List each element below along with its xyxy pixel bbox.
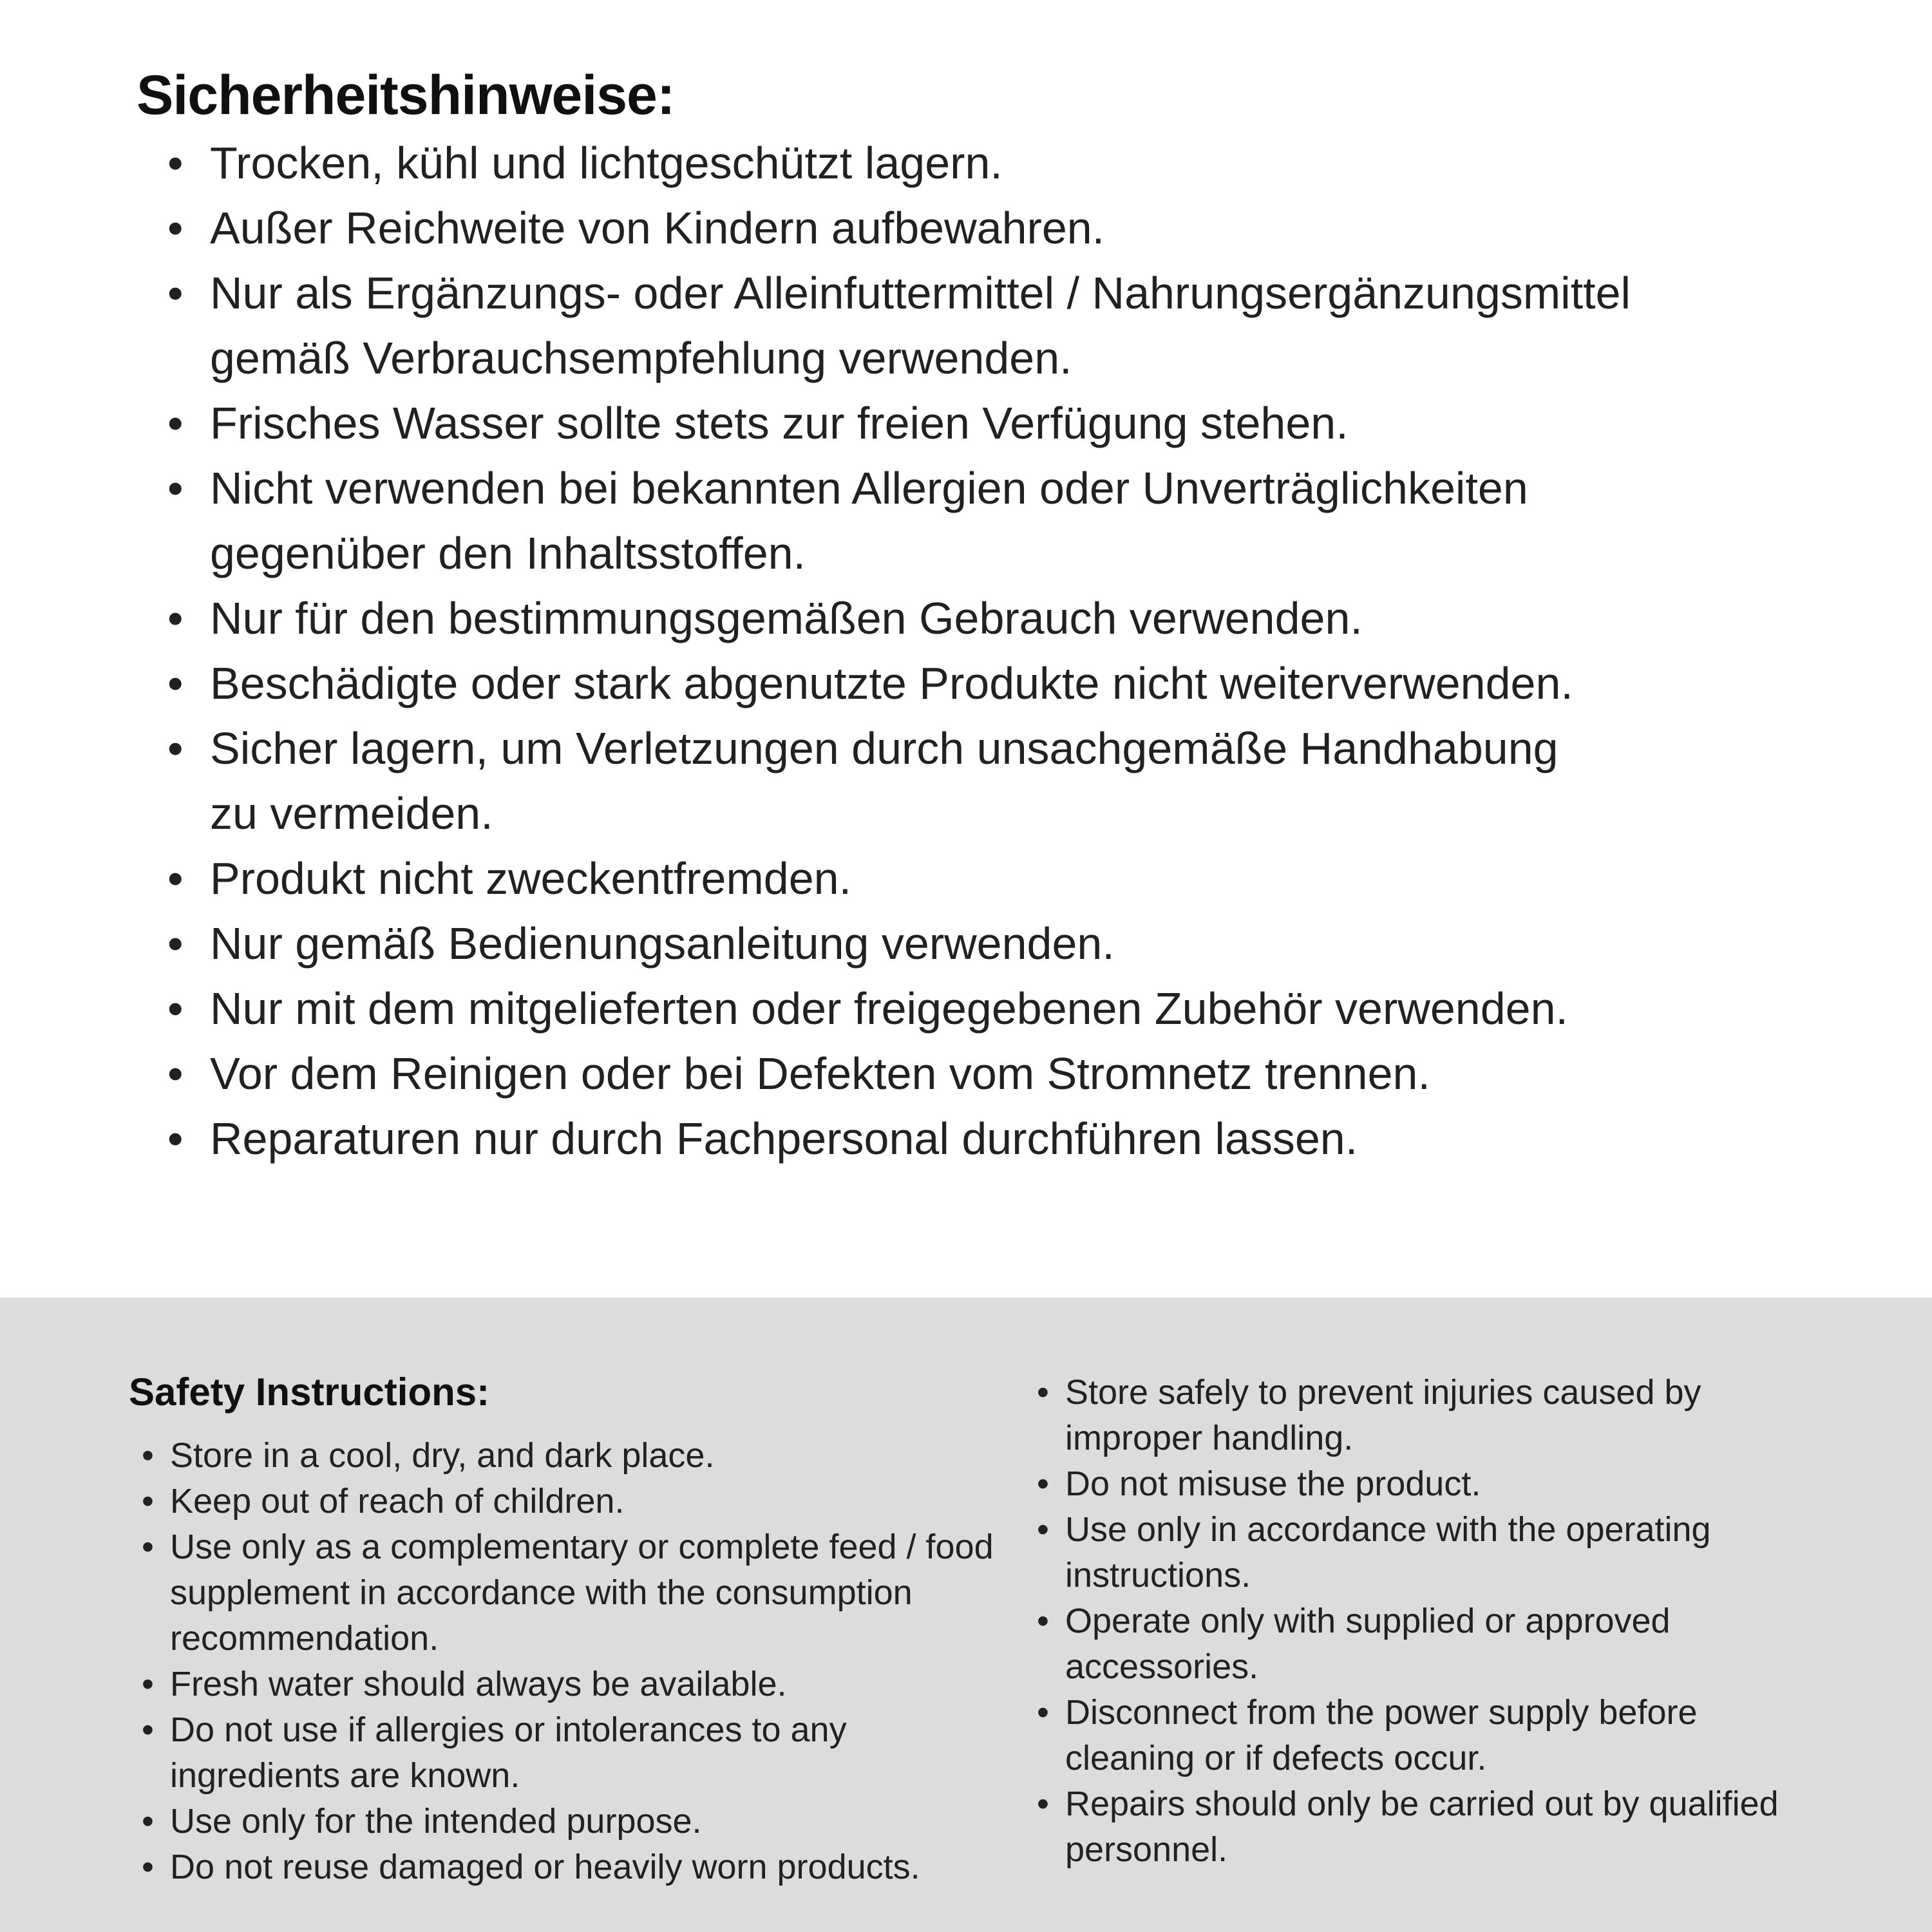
bullet-marker: • <box>167 137 184 188</box>
english-safety-item-text: Do not reuse damaged or heavily worn products. <box>170 1848 920 1886</box>
bullet-marker: • <box>167 918 184 969</box>
english-safety-item-text: Use only as a complementary or complete feed / food supplement in accordance with the consumption recommendation. <box>170 1528 994 1658</box>
english-safety-item-text: Do not misuse the product. <box>1065 1464 1481 1503</box>
english-right-column <box>1024 1370 1835 1932</box>
german-safety-item-text: Vor dem Reinigen oder bei Defekten vom Stromnetz trennen. <box>210 1048 1430 1099</box>
english-safety-item <box>129 1844 1024 1890</box>
english-safety-item <box>1024 1507 1835 1598</box>
german-safety-item-text: Sicher lagern, um Verletzungen durch unsachgemäße Handhabung zu vermeiden. <box>210 723 1558 838</box>
bullet-marker: • <box>142 1436 154 1475</box>
german-safety-item <box>137 391 1792 456</box>
english-safety-item <box>1024 1598 1835 1690</box>
german-safety-item <box>137 261 1792 391</box>
english-safety-item-text: Operate only with supplied or approved accessories. <box>1065 1602 1671 1686</box>
bullet-marker: • <box>167 267 184 318</box>
bullet-marker: • <box>167 1113 184 1164</box>
german-safety-item <box>137 846 1792 911</box>
bullet-marker: • <box>167 202 184 253</box>
english-safety-item-text: Do not use if allergies or intolerances to any ingredients are known. <box>170 1710 847 1795</box>
bullet-marker: • <box>167 1048 184 1099</box>
bullet-marker: • <box>1037 1693 1049 1732</box>
english-safety-item-text: Repairs should only be carried out by qualified personnel. <box>1065 1785 1779 1869</box>
english-safety-item-text: Store in a cool, dry, and dark place. <box>170 1436 715 1475</box>
english-safety-item <box>1024 1461 1835 1507</box>
german-safety-item-text: Frisches Wasser sollte stets zur freien Verfügung stehen. <box>210 397 1349 448</box>
german-safety-item-text: Nur gemäß Bedienungsanleitung verwenden. <box>210 918 1115 969</box>
bullet-marker: • <box>1037 1510 1049 1549</box>
bullet-marker: • <box>1037 1785 1049 1823</box>
german-safety-item <box>137 976 1792 1041</box>
german-safety-item-text: Nur als Ergänzungs- oder Alleinfuttermittel / Nahrungsergänzungsmittel gemäß Verbrauchsempfehlung verwenden. <box>210 267 1631 383</box>
german-safety-item-text: Reparaturen nur durch Fachpersonal durchführen lassen. <box>210 1113 1358 1164</box>
bullet-marker: • <box>167 723 184 773</box>
bullet-marker: • <box>167 983 184 1034</box>
english-safety-item <box>1024 1781 1835 1873</box>
english-safety-item-text: Keep out of reach of children. <box>170 1482 625 1520</box>
german-safety-item-text: Trocken, kühl und lichtgeschützt lagern. <box>210 137 1003 188</box>
german-safety-item <box>137 1041 1792 1106</box>
german-safety-item <box>137 196 1792 261</box>
english-safety-item <box>129 1799 1024 1844</box>
german-heading: Sicherheitshinweise: <box>137 64 675 126</box>
bullet-marker: • <box>142 1665 154 1703</box>
english-safety-item <box>129 1524 1024 1662</box>
bullet-marker: • <box>167 397 184 448</box>
english-safety-item <box>129 1479 1024 1524</box>
english-safety-item-text: Disconnect from the power supply before cleaning or if defects occur. <box>1065 1693 1698 1777</box>
english-safety-item <box>129 1433 1024 1479</box>
bullet-marker: • <box>1037 1602 1049 1640</box>
german-safety-list <box>137 131 1792 1171</box>
german-safety-item <box>137 911 1792 976</box>
bullet-marker: • <box>1037 1464 1049 1503</box>
english-left-column <box>129 1370 1024 1932</box>
english-safety-list-right <box>1024 1370 1835 1873</box>
bullet-marker: • <box>1037 1373 1049 1412</box>
german-safety-item-text: Nur für den bestimmungsgemäßen Gebrauch verwenden. <box>210 592 1363 643</box>
english-safety-item <box>1024 1690 1835 1781</box>
english-safety-item-text: Fresh water should always be available. <box>170 1665 787 1703</box>
german-safety-item <box>137 716 1792 846</box>
german-safety-item-text: Außer Reichweite von Kindern aufbewahren. <box>210 202 1105 253</box>
german-safety-item <box>137 1106 1792 1171</box>
english-safety-item <box>1024 1370 1835 1461</box>
english-safety-list-left <box>129 1433 1024 1890</box>
bullet-marker: • <box>142 1482 154 1520</box>
english-safety-item <box>129 1662 1024 1707</box>
bullet-marker: • <box>142 1848 154 1886</box>
english-heading: Safety Instructions: <box>129 1370 490 1414</box>
bullet-marker: • <box>167 592 184 643</box>
english-safety-item-text: Use only for the intended purpose. <box>170 1802 702 1841</box>
german-safety-item-text: Produkt nicht zweckentfremden. <box>210 853 852 904</box>
bullet-marker: • <box>142 1802 154 1841</box>
german-safety-item-text: Beschädigte oder stark abgenutzte Produkte nicht weiterverwenden. <box>210 658 1573 708</box>
english-safety-item-text: Store safely to prevent injuries caused by improper handling. <box>1065 1373 1701 1457</box>
english-section <box>0 1298 1932 1932</box>
german-safety-item <box>137 651 1792 716</box>
bullet-marker: • <box>142 1710 154 1749</box>
english-safety-item-text: Use only in accordance with the operating instructions. <box>1065 1510 1711 1595</box>
bullet-marker: • <box>167 462 184 513</box>
german-safety-item <box>137 456 1792 586</box>
english-safety-item <box>129 1707 1024 1799</box>
german-safety-item <box>137 586 1792 651</box>
bullet-marker: • <box>167 853 184 904</box>
german-safety-item-text: Nur mit dem mitgelieferten oder freigegebenen Zubehör verwenden. <box>210 983 1568 1034</box>
german-safety-item <box>137 131 1792 196</box>
german-safety-item-text: Nicht verwenden bei bekannten Allergien oder Unverträglichkeiten gegenüber den Inhaltsstoffen. <box>210 462 1528 578</box>
bullet-marker: • <box>142 1528 154 1566</box>
bullet-marker: • <box>167 658 184 708</box>
